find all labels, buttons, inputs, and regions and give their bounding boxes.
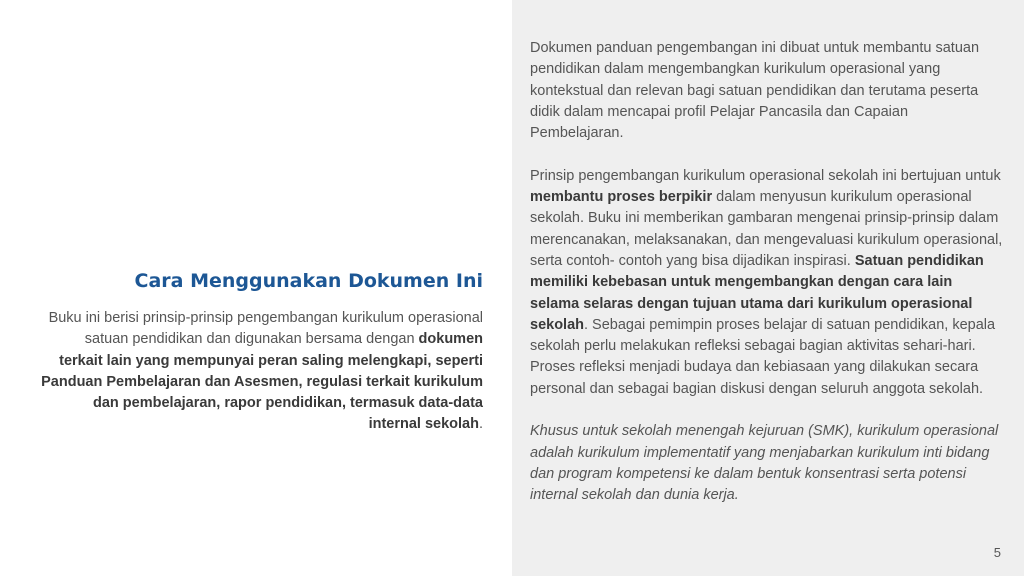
intro-paragraph [40,308,483,436]
principles-bold-1: membantu proses berpikir [530,189,713,206]
principles-text-1: Prinsip pengembangan kurikulum operasional sekolah ini bertujuan untuk [530,167,1001,184]
page-number: 5 [993,545,1001,560]
intro-end: . [478,416,483,433]
intro-bold-text: dokumen terkait lain yang mempunyai peran saling melengkapi, seperti Panduan Pembelajaran dan Asesmen, regulasi terkait kurikulum dan pembelajaran, rapor pendidikan, termasuk data-data internal sekolah [41,331,483,433]
right-column [530,38,1004,507]
paragraph-principles [530,166,1004,400]
principles-text-2: dalam menyusun kurikulum operasional sekolah. Buku ini memberikan gambaran mengenai prinsip-prinsip dalam merencanakan, melaksanakan, dan mengevaluasi kurikulum operasional, serta contoh- contoh yang bisa dijadikan inspirasi. [530,189,1003,269]
section-title: Cara Menggunakan Dokumen Ini [134,270,483,292]
paragraph-smk: Khusus untuk sekolah menengah kejuruan (SMK), kurikulum operasional adalah kurikulum implementatif yang menjabarkan kurikulum inti bidang dan program kompetensi ke dalam bentuk konsentrasi serta potensi internal sekolah dan dunia kerja. [530,423,999,504]
left-column [40,264,483,436]
paragraph-purpose: Dokumen panduan pengembangan ini dibuat untuk membantu satuan pendidikan dalam mengembangkan kurikulum operasional yang kontekstual dan relevan bagi satuan pendidikan dan terutama peserta didik dalam mencapai profil Pelajar Pancasila dan Capaian Pembelajaran. [530,40,980,142]
principles-text-3: . Sebagai pemimpin proses belajar di satuan pendidikan, kepala sekolah perlu melakukan refleksi sebagai bagian aktivitas sehari-hari. Proses refleksi menjadi budaya dan kebiasaan yang dilakukan secara personal dan sebagai bagian diskusi dengan seluruh anggota sekolah. [530,316,996,397]
intro-text: Buku ini berisi prinsip-prinsip pengembangan kurikulum operasional satuan pendidikan dan digunakan bersama dengan [48,310,483,348]
principles-bold-2: Satuan pendidikan memiliki kebebasan untuk mengembangkan dengan cara lain selama selaras dengan tujuan utama dari kurikulum operasional sekolah [530,252,984,333]
